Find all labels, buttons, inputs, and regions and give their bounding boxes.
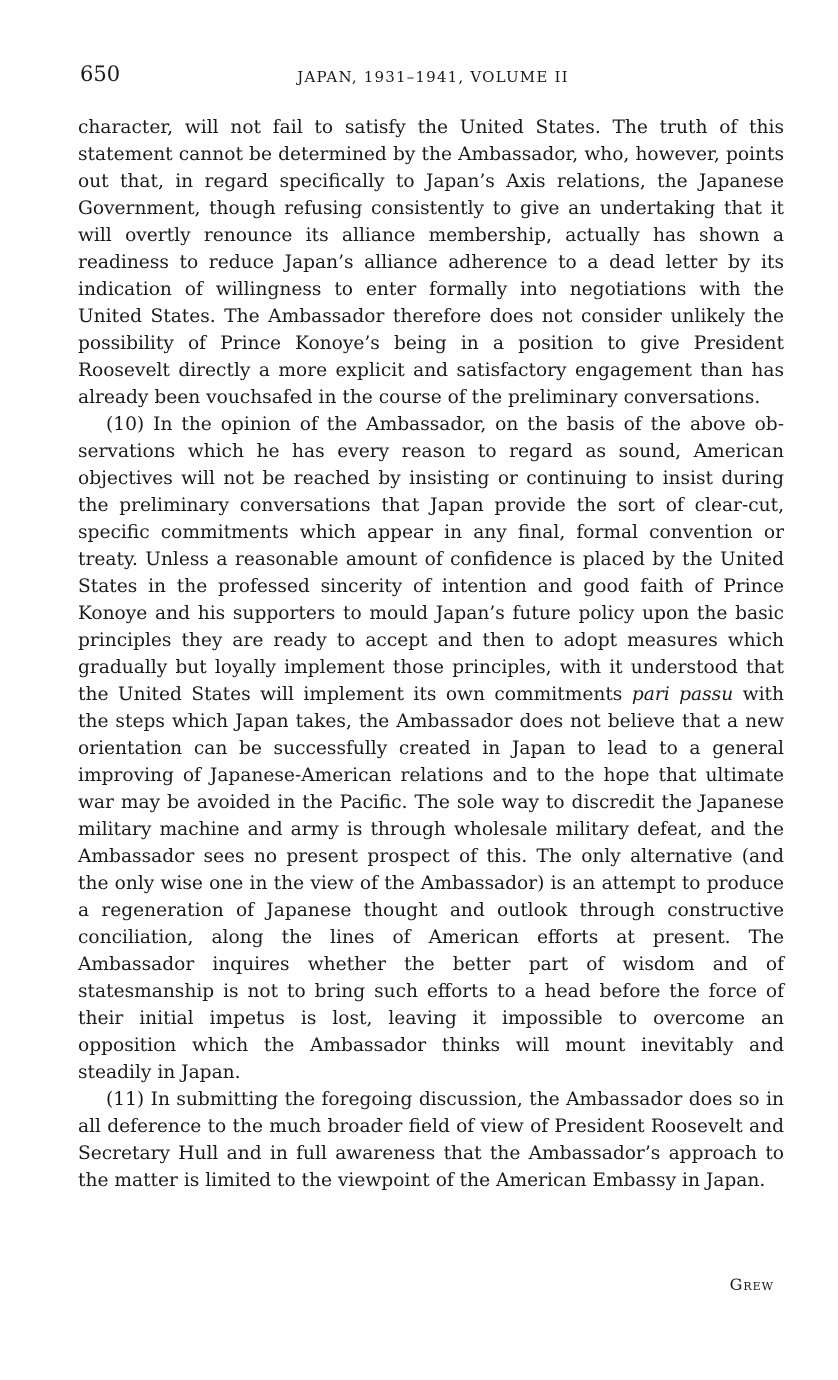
body-text [78,114,784,1194]
page-number: 650 [80,62,121,86]
signature: Grew [729,1275,774,1294]
paragraph-continuation: character, will not fail to satisfy the United States. The truth of this statement cannot be determined by the Ambassador, who, however, points out that, in regard specifically to Japan’s Axis relations, the Japanese Government, though refusing consistently to give an undertaking that it will overtly renounce its alliance membership, actually has shown a readiness to reduce Japan’s alliance adherence to a dead letter by its indication of willingness to enter formally into negotiations with the United States. The Ambassador therefore does not consider unlikely the possibility of Prince Konoye’s being in a position to give President Roosevelt directly a more explicit and satisfactory engagement than has already been vouchsafed in the course of the preliminary conversations. [78,117,784,408]
paragraph-10-text-before: (10) In the opinion of the Ambassador, on the basis of the above observations which he has every reason to regard as sound, American objectives will not be reached by insisting or continuing to insist during the preliminary conversations that Japan provide the sort of clear-cut, specific commitments which appear in any final, formal convention or treaty. Unless a reasonable amount of confidence is placed by the United States in the professed sincerity of intention and good faith of Prince Konoye and his supporters to mould Japan’s future policy upon the basic principles they are ready to accept and then to adopt measures which gradually but loyally implement those principles, with it understood that the United States will implement its own commitments [78,414,784,705]
paragraph-11: (11) In submitting the foregoing discussion, the Ambassador does so in all deference to the much broader field of view of President Roosevelt and Secretary Hull and in full awareness that the Ambassador’s approach to the matter is limited to the viewpoint of the American Embassy in Japan. [78,1089,784,1191]
paragraph-10-text-after: with the steps which Japan takes, the Ambassador does not believe that a new orientation can be successfully created in Japan to lead to a general improving of Japanese-American relations and to the hope that ultimate war may be avoided in the Pacific. The sole way to discredit the Japanese military machine and army is through wholesale military defeat, and the Ambassador sees no present prospect of this. The only alternative (and the only wise one in the view of the Ambassador) is an attempt to produce a regeneration of Japanese thought and outlook through constructive conciliation, along the lines of American efforts at present. The Ambassador inquires whether the better part of wisdom and of statesmanship is not to bring such efforts to a head before the force of their initial impetus is lost, leaving it impossible to overcome an opposition which the Ambassador thinks will mount inevitably and steadily in Japan. [78,684,784,1083]
page-header [80,60,786,90]
running-head: JAPAN, 1931–1941, VOLUME II [297,68,569,86]
italic-phrase: pari passu [631,684,734,705]
paragraph-10 [78,411,784,1086]
